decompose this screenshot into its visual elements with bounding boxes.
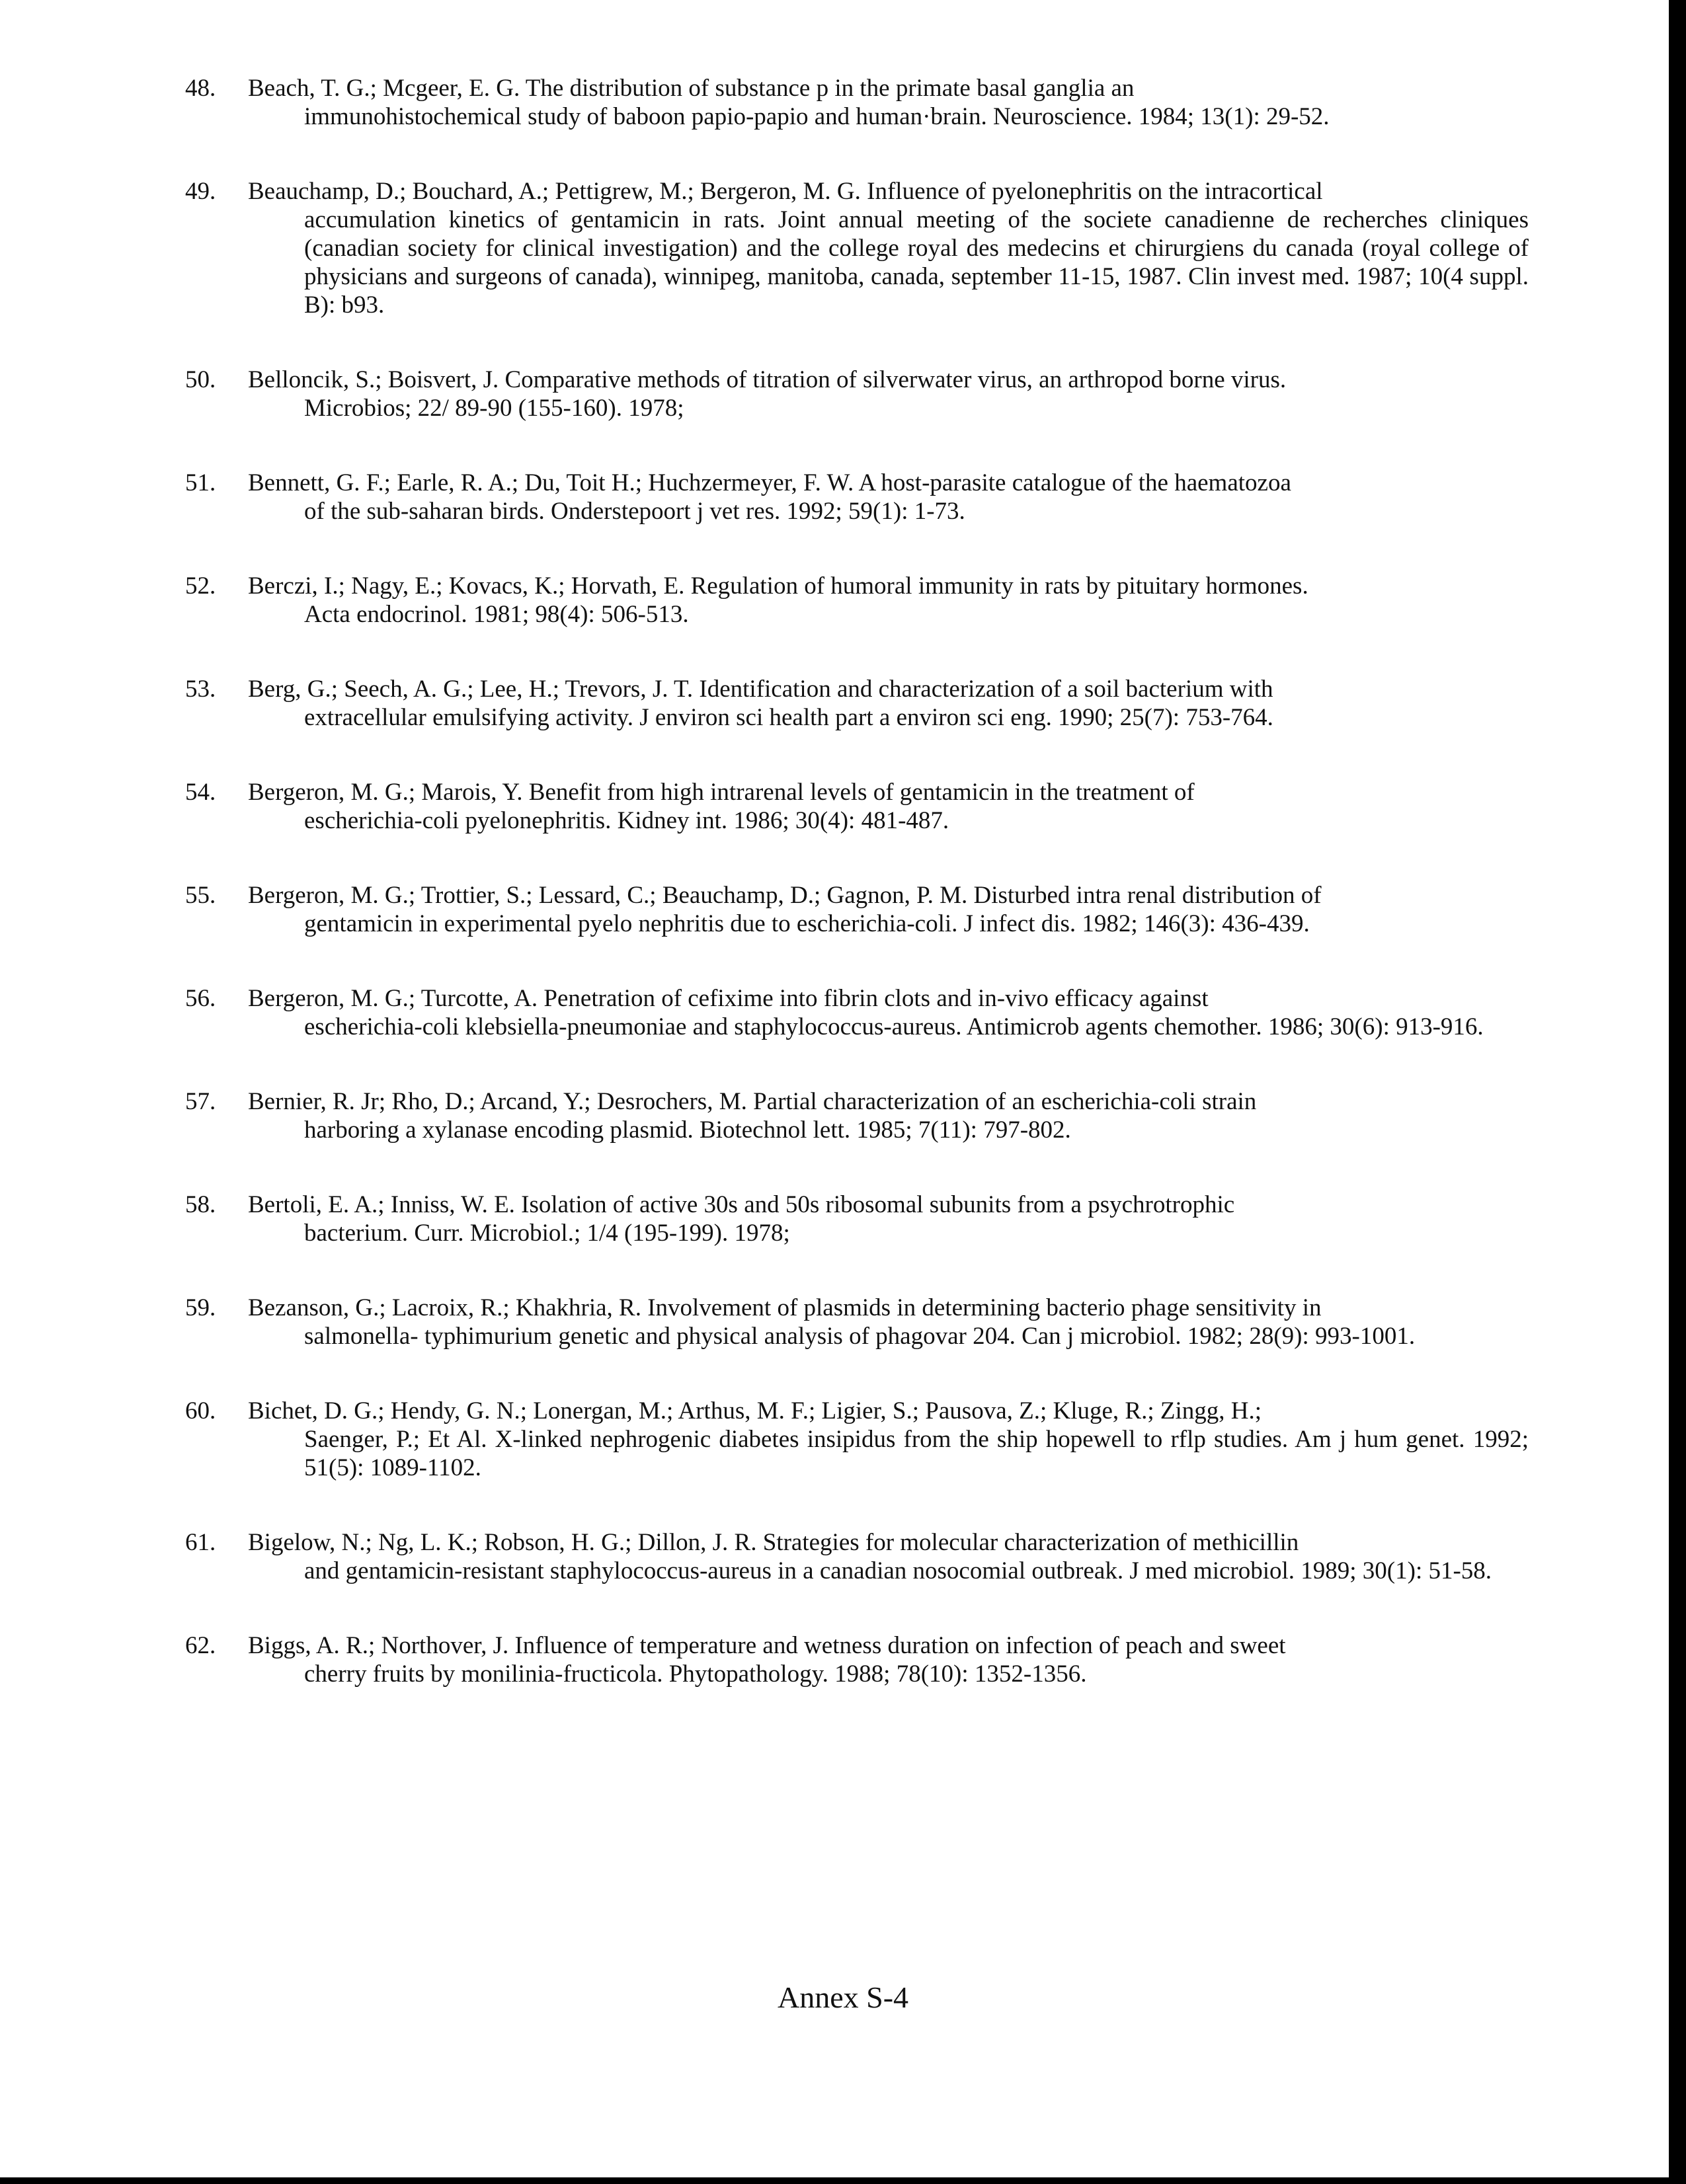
reference-first-line: Biggs, A. R.; Northover, J. Influence of temperature and wetness duration on infection of peach and sweet	[248, 1632, 1286, 1659]
reference-continuation: of the sub-saharan birds. Onderstepoort j vet res. 1992; 59(1): 1-73.	[304, 498, 965, 525]
reference-entry	[185, 74, 1529, 131]
reference-entry	[185, 881, 1529, 938]
reference-first-line: Beauchamp, D.; Bouchard, A.; Pettigrew, M.; Bergeron, M. G. Influence of pyelonephritis on the intracortical	[248, 178, 1323, 205]
reference-number: 48.	[185, 75, 216, 102]
reference-continuation: cherry fruits by monilinia-fructicola. Phytopathology. 1988; 78(10): 1352-1356.	[304, 1660, 1087, 1688]
reference-number: 50.	[185, 366, 216, 393]
reference-number: 49.	[185, 178, 216, 205]
reference-entry	[185, 1294, 1529, 1350]
reference-number: 57.	[185, 1088, 216, 1115]
reference-continuation: harboring a xylanase encoding plasmid. Biotechnol lett. 1985; 7(11): 797-802.	[304, 1116, 1071, 1144]
reference-number: 52.	[185, 572, 216, 600]
reference-entry	[185, 778, 1529, 835]
scan-border-right	[1669, 0, 1686, 2184]
reference-number: 60.	[185, 1397, 216, 1424]
reference-first-line: Beach, T. G.; Mcgeer, E. G. The distribution of substance p in the primate basal ganglia an	[248, 75, 1135, 102]
reference-continuation: bacterium. Curr. Microbiol.; 1/4 (195-199). 1978;	[304, 1220, 790, 1247]
reference-entry	[185, 1397, 1529, 1482]
reference-continuation: escherichia-coli pyelonephritis. Kidney int. 1986; 30(4): 481-487.	[304, 807, 949, 834]
reference-continuation: Saenger, P.; Et Al. X-linked nephrogenic diabetes insipidus from the ship hopewell to rflp studies. Am j hum genet. 1992; 51(5): 1089-1102.	[304, 1426, 1529, 1481]
reference-entry	[185, 469, 1529, 526]
reference-entry	[185, 984, 1529, 1041]
reference-continuation: accumulation kinetics of gentamicin in rats. Joint annual meeting of the societe canadienne de recherches cliniques (canadian society for clinical investigation) and the college royal des medecins et chirurgiens du canada (royal college of physicians and surgeons of canada), winnipeg, manitoba, canada, september 11-15, 1987. Clin invest med. 1987; 10(4 suppl. B): b93.	[304, 206, 1529, 319]
reference-continuation: and gentamicin-resistant staphylococcus-aureus in a canadian nosocomial outbreak. J med microbiol. 1989; 30(1): 51-58.	[304, 1557, 1492, 1584]
page-footer: Annex S-4	[777, 1980, 909, 2014]
reference-list	[185, 74, 1529, 1735]
reference-continuation: Acta endocrinol. 1981; 98(4): 506-513.	[304, 601, 689, 628]
reference-number: 61.	[185, 1529, 216, 1556]
reference-first-line: Bergeron, M. G.; Turcotte, A. Penetration of cefixime into fibrin clots and in-vivo efficacy against	[248, 985, 1209, 1012]
reference-first-line: Bezanson, G.; Lacroix, R.; Khakhria, R. Involvement of plasmids in determining bacterio phage sensitivity in	[248, 1294, 1322, 1321]
reference-first-line: Bertoli, E. A.; Inniss, W. E. Isolation of active 30s and 50s ribosomal subunits from a psychrotrophic	[248, 1191, 1235, 1218]
reference-number: 62.	[185, 1632, 216, 1659]
reference-entry	[185, 1087, 1529, 1144]
reference-first-line: Bennett, G. F.; Earle, R. A.; Du, Toit H.; Huchzermeyer, F. W. A host-parasite catalogue of the haematozoa	[248, 469, 1291, 496]
reference-continuation: Microbios; 22/ 89-90 (155-160). 1978;	[304, 395, 684, 422]
reference-entry	[185, 572, 1529, 629]
reference-entry	[185, 1190, 1529, 1247]
reference-number: 56.	[185, 985, 216, 1012]
reference-entry	[185, 1528, 1529, 1585]
reference-first-line: Bigelow, N.; Ng, L. K.; Robson, H. G.; Dillon, J. R. Strategies for molecular characterization of methicillin	[248, 1529, 1299, 1556]
reference-number: 55.	[185, 882, 216, 909]
reference-entry	[185, 1631, 1529, 1688]
reference-continuation: salmonella- typhimurium genetic and physical analysis of phagovar 204. Can j microbiol. 1982; 28(9): 993-1001.	[304, 1323, 1416, 1350]
reference-number: 59.	[185, 1294, 216, 1321]
reference-entry	[185, 675, 1529, 732]
reference-number: 54.	[185, 779, 216, 806]
reference-first-line: Belloncik, S.; Boisvert, J. Comparative methods of titration of silverwater virus, an arthropod borne virus.	[248, 366, 1287, 393]
reference-first-line: Bergeron, M. G.; Trottier, S.; Lessard, C.; Beauchamp, D.; Gagnon, P. M. Disturbed intra renal distribution of	[248, 882, 1322, 909]
reference-number: 51.	[185, 469, 216, 496]
reference-first-line: Bernier, R. Jr; Rho, D.; Arcand, Y.; Desrochers, M. Partial characterization of an escherichia-coli strain	[248, 1088, 1257, 1115]
reference-number: 58.	[185, 1191, 216, 1218]
scan-border-bottom	[0, 2177, 1686, 2184]
reference-number: 53.	[185, 676, 216, 703]
reference-first-line: Bichet, D. G.; Hendy, G. N.; Lonergan, M.; Arthus, M. F.; Ligier, S.; Pausova, Z.; Kluge, R.; Zingg, H.;	[248, 1397, 1262, 1424]
reference-entry	[185, 177, 1529, 319]
reference-first-line: Berg, G.; Seech, A. G.; Lee, H.; Trevors, J. T. Identification and characterization of a soil bacterium with	[248, 676, 1273, 703]
reference-entry	[185, 366, 1529, 422]
reference-continuation: gentamicin in experimental pyelo nephritis due to escherichia-coli. J infect dis. 1982; 146(3): 436-439.	[304, 910, 1310, 937]
reference-continuation: escherichia-coli klebsiella-pneumoniae and staphylococcus-aureus. Antimicrob agents chemother. 1986; 30(6): 913-916.	[304, 1013, 1484, 1040]
reference-continuation: immunohistochemical study of baboon papio-papio and human·brain. Neuroscience. 1984; 13(1): 29-52.	[304, 103, 1330, 130]
reference-continuation: extracellular emulsifying activity. J environ sci health part a environ sci eng. 1990; 25(7): 753-764.	[304, 704, 1273, 731]
reference-first-line: Bergeron, M. G.; Marois, Y. Benefit from high intrarenal levels of gentamicin in the treatment of	[248, 779, 1195, 806]
reference-first-line: Berczi, I.; Nagy, E.; Kovacs, K.; Horvath, E. Regulation of humoral immunity in rats by pituitary hormones.	[248, 572, 1308, 600]
